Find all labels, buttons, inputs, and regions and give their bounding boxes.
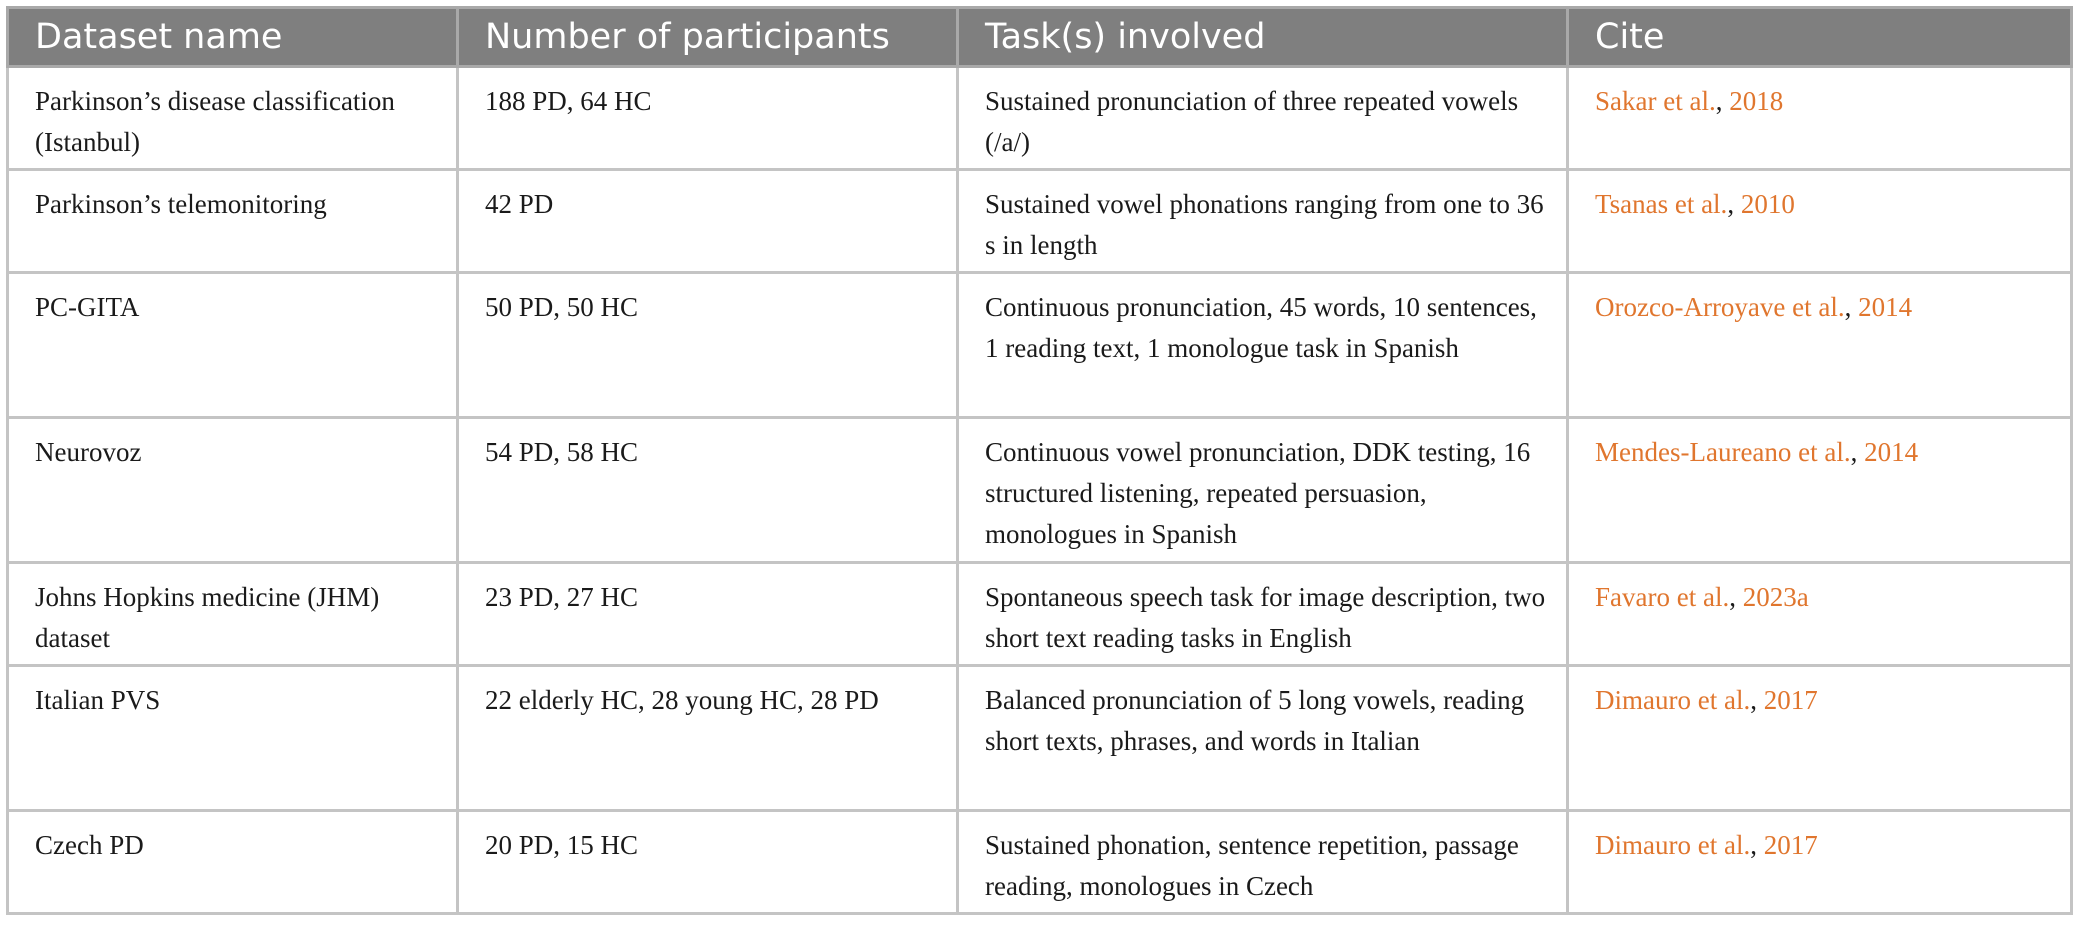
- cell-dataset-name: Czech PD: [8, 811, 458, 914]
- table-row: [8, 273, 2072, 418]
- cite-author-link[interactable]: Mendes-Laureano et al.: [1595, 437, 1851, 467]
- table-row: [8, 666, 2072, 811]
- cite-year-link[interactable]: 2018: [1729, 86, 1784, 116]
- cell-cite: [1568, 418, 2072, 563]
- cite-author-link[interactable]: Orozco-Arroyave et al.: [1595, 292, 1845, 322]
- header-row: [8, 8, 2072, 67]
- cell-participants: 23 PD, 27 HC: [458, 563, 958, 666]
- cell-tasks: Sustained phonation, sentence repetition, passage reading, monologues in Czech: [958, 811, 1568, 914]
- cite-author-link[interactable]: Tsanas et al.: [1595, 189, 1728, 219]
- header-number-of-participants: Number of participants: [458, 8, 958, 67]
- table-row: [8, 67, 2072, 170]
- cite-year-link[interactable]: 2017: [1763, 830, 1818, 860]
- cell-dataset-name: Johns Hopkins medicine (JHM) dataset: [8, 563, 458, 666]
- cite-separator: ,: [1729, 582, 1743, 612]
- cell-participants: 20 PD, 15 HC: [458, 811, 958, 914]
- cell-cite: [1568, 811, 2072, 914]
- cell-tasks: Sustained vowel phonations ranging from one to 36 s in length: [958, 170, 1568, 273]
- cite-separator: ,: [1715, 86, 1730, 116]
- cell-dataset-name: Neurovoz: [8, 418, 458, 563]
- cite-author-link[interactable]: Dimauro et al.: [1595, 830, 1751, 860]
- cite-separator: ,: [1750, 685, 1764, 715]
- cell-participants: 54 PD, 58 HC: [458, 418, 958, 563]
- table-row: [8, 811, 2072, 914]
- cell-cite: [1568, 67, 2072, 170]
- cite-year-link[interactable]: 2014: [1864, 437, 1919, 467]
- cell-dataset-name: Parkinson’s telemonitoring: [8, 170, 458, 273]
- table-row: [8, 170, 2072, 273]
- cell-tasks: Continuous vowel pronunciation, DDK testing, 16 structured listening, repeated persuasion, monologues in Spanish: [958, 418, 1568, 563]
- cite-year-link[interactable]: 2014: [1858, 292, 1913, 322]
- cite-separator: ,: [1844, 292, 1859, 322]
- cell-cite: [1568, 170, 2072, 273]
- cell-cite: [1568, 273, 2072, 418]
- table-row: [8, 418, 2072, 563]
- cite-separator: ,: [1850, 437, 1865, 467]
- cell-dataset-name: PC-GITA: [8, 273, 458, 418]
- cell-participants: 42 PD: [458, 170, 958, 273]
- table-container: [6, 6, 2070, 915]
- cell-tasks: Sustained pronunciation of three repeated vowels (/a/): [958, 67, 1568, 170]
- cite-author-link[interactable]: Dimauro et al.: [1595, 685, 1751, 715]
- cite-separator: ,: [1750, 830, 1764, 860]
- header-dataset-name: Dataset name: [8, 8, 458, 67]
- cell-participants: 50 PD, 50 HC: [458, 273, 958, 418]
- cite-separator: ,: [1727, 189, 1741, 219]
- table-row: [8, 563, 2072, 666]
- table-body: [8, 67, 2072, 914]
- cell-dataset-name: Parkinson’s disease classification (Istanbul): [8, 67, 458, 170]
- cell-cite: [1568, 563, 2072, 666]
- cell-dataset-name: Italian PVS: [8, 666, 458, 811]
- header-cite: Cite: [1568, 8, 2072, 67]
- cell-cite: [1568, 666, 2072, 811]
- header-tasks-involved: Task(s) involved: [958, 8, 1568, 67]
- cite-year-link[interactable]: 2023a: [1742, 582, 1809, 612]
- table-header: [8, 8, 2072, 67]
- cell-participants: 22 elderly HC, 28 young HC, 28 PD: [458, 666, 958, 811]
- cite-author-link[interactable]: Sakar et al.: [1595, 86, 1716, 116]
- cell-tasks: Continuous pronunciation, 45 words, 10 sentences, 1 reading text, 1 monologue task in Spanish: [958, 273, 1568, 418]
- cell-tasks: Balanced pronunciation of 5 long vowels, reading short texts, phrases, and words in Italian: [958, 666, 1568, 811]
- cite-author-link[interactable]: Favaro et al.: [1595, 582, 1730, 612]
- cite-year-link[interactable]: 2017: [1763, 685, 1818, 715]
- cell-tasks: Spontaneous speech task for image description, two short text reading tasks in English: [958, 563, 1568, 666]
- cell-participants: 188 PD, 64 HC: [458, 67, 958, 170]
- cite-year-link[interactable]: 2010: [1740, 189, 1795, 219]
- datasets-table: [6, 6, 2073, 915]
